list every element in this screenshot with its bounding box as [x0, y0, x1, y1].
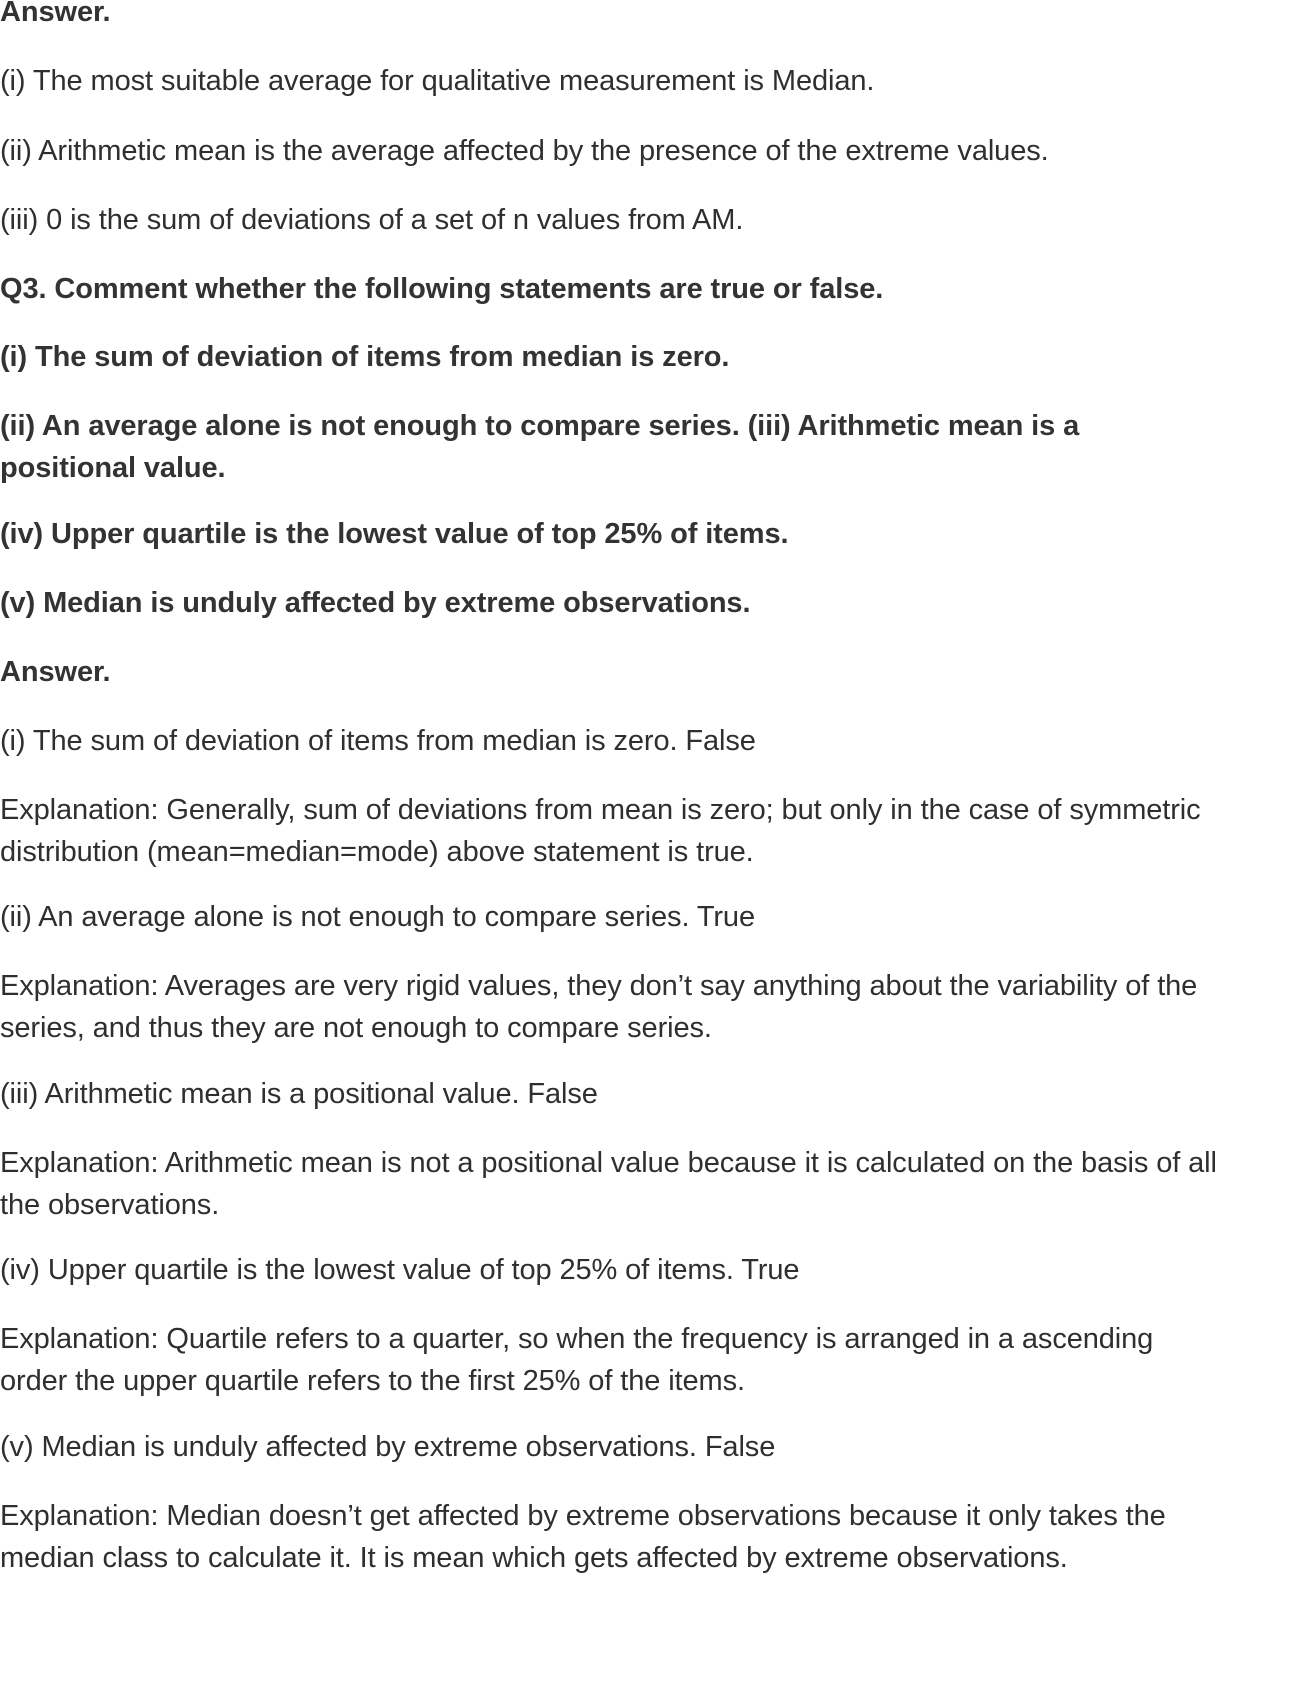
explanation-text: median class to calculate it. It is mean which gets affected by extreme observations.	[0, 1542, 1068, 1574]
answer-statement: (i) The sum of deviation of items from median is zero. False	[0, 725, 756, 757]
explanation-text: series, and thus they are not enough to compare series.	[0, 1012, 712, 1044]
answer-statement: (ii) An average alone is not enough to compare series. True	[0, 901, 755, 933]
question-statement: (i) The sum of deviation of items from median is zero.	[0, 341, 730, 373]
answer-statement: (iv) Upper quartile is the lowest value of top 25% of items. True	[0, 1254, 800, 1286]
answer-heading: Answer.	[0, 656, 111, 688]
explanation-text: distribution (mean=median=mode) above statement is true.	[0, 836, 754, 868]
question-statement: (ii) An average alone is not enough to compare series. (iii) Arithmetic mean is a	[0, 410, 1080, 442]
explanation-text: Explanation: Generally, sum of deviations from mean is zero; but only in the case of symmetric	[0, 794, 1201, 826]
explanation-text: Explanation: Averages are very rigid values, they don’t say anything about the variability of the	[0, 970, 1198, 1002]
question-statement: (iv) Upper quartile is the lowest value of top 25% of items.	[0, 518, 789, 550]
question-title: Q3. Comment whether the following statements are true or false.	[0, 273, 884, 305]
explanation-text: the observations.	[0, 1189, 220, 1221]
answer-statement: (v) Median is unduly affected by extreme observations. False	[0, 1431, 776, 1463]
explanation-text: Explanation: Quartile refers to a quarter, so when the frequency is arranged in a ascending	[0, 1323, 1154, 1355]
answer-item: (i) The most suitable average for qualitative measurement is Median.	[0, 65, 875, 97]
answer-statement: (iii) Arithmetic mean is a positional value. False	[0, 1078, 598, 1110]
explanation-text: order the upper quartile refers to the first 25% of the items.	[0, 1365, 745, 1397]
question-statement: positional value.	[0, 452, 226, 484]
question-statement: (v) Median is unduly affected by extreme observations.	[0, 587, 751, 619]
answer-heading: Answer.	[0, 0, 111, 28]
explanation-text: Explanation: Median doesn’t get affected by extreme observations because it only takes the	[0, 1500, 1166, 1532]
answer-item: (iii) 0 is the sum of deviations of a set of n values from AM.	[0, 204, 744, 236]
explanation-text: Explanation: Arithmetic mean is not a positional value because it is calculated on the basis of all	[0, 1147, 1217, 1179]
answer-item: (ii) Arithmetic mean is the average affected by the presence of the extreme values.	[0, 135, 1049, 167]
